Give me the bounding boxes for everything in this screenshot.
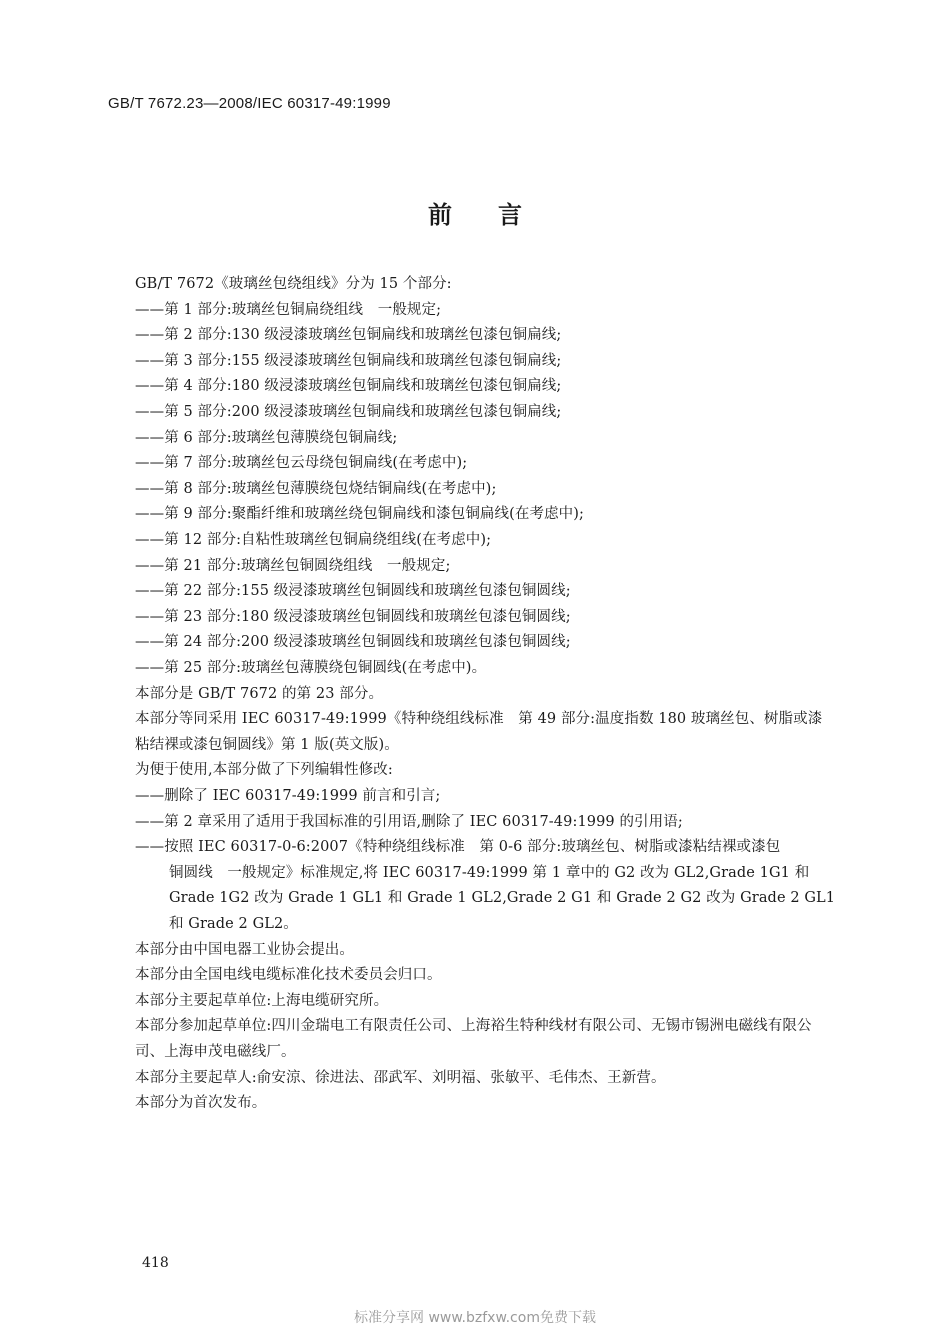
- paragraph-edit-intro: 为便于使用,本部分做了下列编辑性修改:: [135, 762, 393, 779]
- part-list-item: ——第 7 部分:玻璃丝包云母绕包铜扁线(在考虑中);: [135, 455, 468, 472]
- paragraph-main-unit: 本部分主要起草单位:上海电缆研究所。: [135, 992, 389, 1009]
- part-list-item: ——第 24 部分:200 级浸漆玻璃丝包铜圆线和玻璃丝包漆包铜圆线;: [135, 634, 571, 651]
- paragraph-centralized-by: 本部分由全国电线电缆标准化技术委员会归口。: [135, 967, 442, 984]
- intro-paragraph: GB/T 7672《玻璃丝包绕组线》分为 15 个部分:: [135, 276, 452, 292]
- paragraph-part-of: 本部分是 GB/T 7672 的第 23 部分。: [135, 685, 384, 702]
- part-list-item: ——第 21 部分:玻璃丝包铜圆绕组线 一般规定;: [135, 557, 451, 574]
- part-list-item: ——第 2 部分:130 级浸漆玻璃丝包铜扁线和玻璃丝包漆包铜扁线;: [135, 327, 562, 344]
- edit-list-item: ——第 2 章采用了适用于我国标准的引用语,删除了 IEC 60317-49:1999 的引用语;: [135, 813, 683, 830]
- part-list-item: ——第 23 部分:180 级浸漆玻璃丝包铜圆线和玻璃丝包漆包铜圆线;: [135, 608, 571, 625]
- part-list-item: ——第 9 部分:聚酯纤维和玻璃丝绕包铜扁线和漆包铜扁线(在考虑中);: [135, 506, 585, 523]
- standard-code-header: GB/T 7672.23—2008/IEC 60317-49:1999: [108, 95, 391, 112]
- edit-list-item-3-line-3: Grade 1G2 改为 Grade 1 GL1 和 Grade 1 GL2,Grade 2 G1 和 Grade 2 G2 改为 Grade 2 GL1: [169, 890, 836, 907]
- part-list-item: ——第 1 部分:玻璃丝包铜扁绕组线 一般规定;: [135, 301, 442, 318]
- edit-list-item-3-line-2: 铜圆线 一般规定》标准规定,将 IEC 60317-49:1999 第 1 章中的 G2 改为 GL2,Grade 1G1 和: [169, 864, 810, 881]
- part-list-item: ——第 3 部分:155 级浸漆玻璃丝包铜扁线和玻璃丝包漆包铜扁线;: [135, 352, 562, 369]
- edit-list-item: ——删除了 IEC 60317-49:1999 前言和引言;: [135, 788, 441, 804]
- part-list-item: ——第 4 部分:180 级浸漆玻璃丝包铜扁线和玻璃丝包漆包铜扁线;: [135, 378, 562, 395]
- paragraph-drafters: 本部分主要起草人:俞安涼、徐进法、邵武军、刘明福、张敏平、毛伟杰、王新营。: [135, 1069, 666, 1086]
- part-list-item: ——第 6 部分:玻璃丝包薄膜绕包铜扁线;: [135, 429, 398, 446]
- part-list-item: ——第 22 部分:155 级浸漆玻璃丝包铜圆线和玻璃丝包漆包铜圆线;: [135, 583, 571, 600]
- paragraph-first-release: 本部分为首次发布。: [135, 1095, 267, 1112]
- edit-list-item-3-line-4: 和 Grade 2 GL2。: [169, 916, 298, 932]
- watermark-text: 标准分享网 www.bzfxw.com免费下载: [354, 1310, 596, 1326]
- part-list-item: ——第 5 部分:200 级浸漆玻璃丝包铜扁线和玻璃丝包漆包铜扁线;: [135, 404, 562, 420]
- part-list-item: ——第 25 部分:玻璃丝包薄膜绕包铜圆线(在考虑中)。: [135, 660, 487, 676]
- paragraph-adoption: 本部分等同采用 IEC 60317-49:1999《特种绕组线标准 第 49 部分:温度指数 180 玻璃丝包、树脂或漆粘结裸或漆包铜圆线》第 1 版(英文版)。: [135, 711, 823, 753]
- page-number: 418: [142, 1255, 169, 1271]
- paragraph-proposed-by: 本部分由中国电器工业协会提出。: [135, 941, 354, 958]
- page-title: 前言: [428, 201, 568, 229]
- edit-list-item-3-line-1: ——按照 IEC 60317-0-6:2007《特种绕组线标准 第 0-6 部分:玻璃丝包、树脂或漆粘结裸或漆包: [135, 839, 781, 856]
- part-list-item: ——第 12 部分:自粘性玻璃丝包铜扁绕组线(在考虑中);: [135, 532, 492, 548]
- paragraph-participants: 本部分参加起草单位:四川金瑞电工有限责任公司、上海裕生特种线材有限公司、无锡市锡洲电磁线有限公司、上海申茂电磁线厂。: [135, 1018, 812, 1060]
- part-list-item: ——第 8 部分:玻璃丝包薄膜绕包烧结铜扁线(在考虑中);: [135, 480, 497, 497]
